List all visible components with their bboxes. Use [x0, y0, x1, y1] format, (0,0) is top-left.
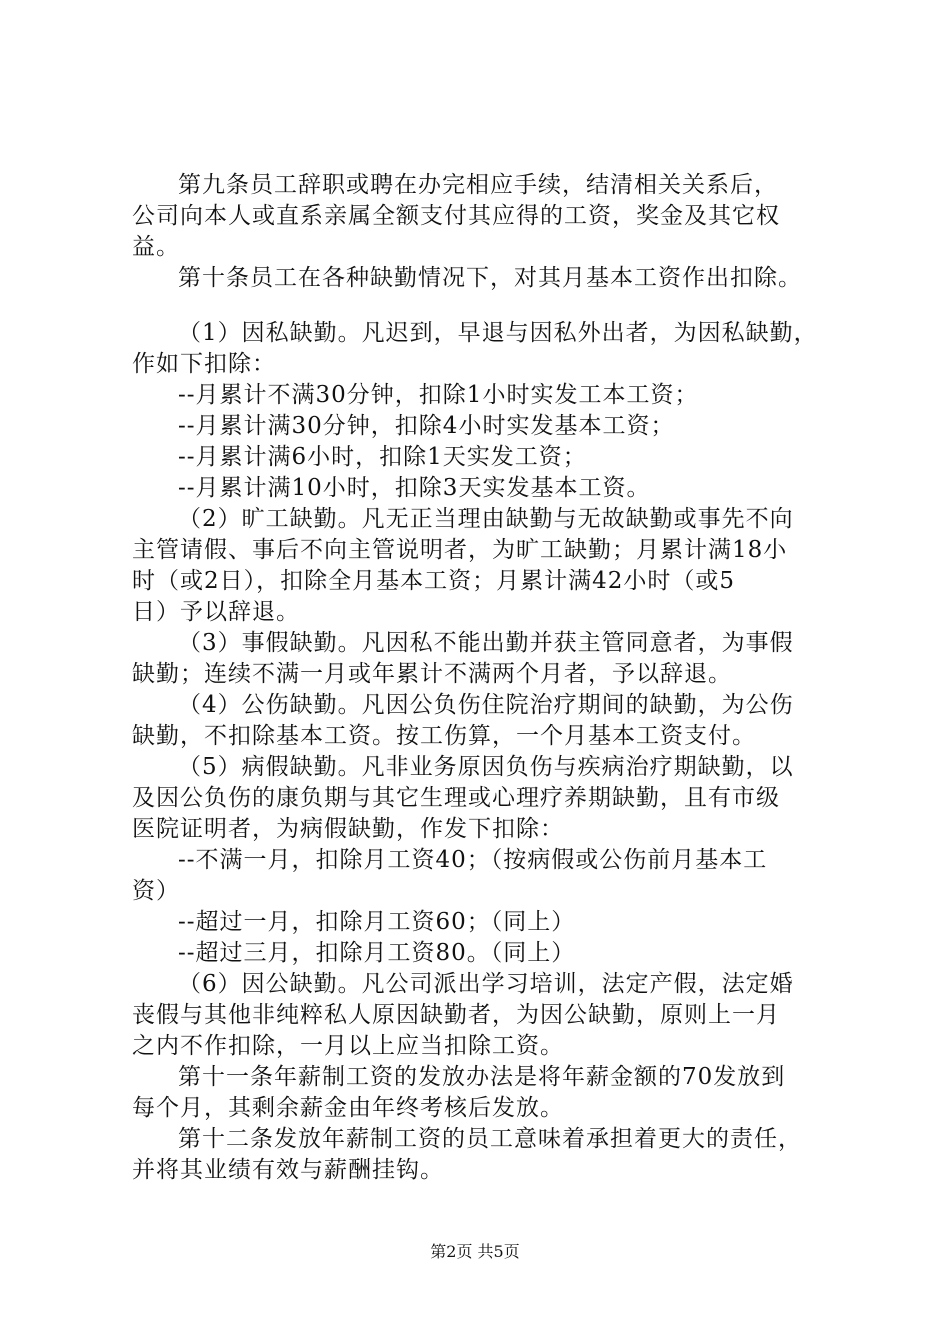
document-line: 丧假与其他非纯粹私人原因缺勤者，为因公缺勤，原则上一月: [132, 1002, 780, 1028]
document-body: [132, 170, 842, 1186]
document-line: 资）: [132, 878, 180, 904]
document-line: --月累计满10小时，扣除3天实发基本工资。: [178, 475, 651, 501]
document-line: （3）事假缺勤。凡因私不能出勤并获主管同意者，为事假: [178, 630, 794, 656]
document-line: 第十二条发放年薪制工资的员工意味着承担着更大的责任，: [178, 1126, 802, 1152]
document-line: 第十一条年薪制工资的发放办法是将年薪金额的70发放到: [178, 1064, 786, 1090]
document-line: 公司向本人或直系亲属全额支付其应得的工资，奖金及其它权: [132, 203, 780, 229]
document-line: --月累计满30分钟，扣除4小时实发基本工资；: [178, 413, 675, 439]
document-line: 第十条员工在各种缺勤情况下，对其月基本工资作出扣除。: [178, 265, 802, 291]
document-line: --月累计满6小时，扣除1天实发工资；: [178, 444, 587, 470]
document-line: 之内不作扣除，一月以上应当扣除工资。: [132, 1033, 564, 1059]
document-line: 第九条员工辞职或聘在办完相应手续，结清相关关系后，: [178, 172, 778, 198]
document-line: 益。: [132, 234, 180, 260]
document-line: 医院证明者，为病假缺勤，作发下扣除：: [132, 816, 564, 842]
document-line: （5）病假缺勤。凡非业务原因负伤与疾病治疗期缺勤，以: [178, 754, 794, 780]
page-footer: 第2页 共5页: [430, 1242, 520, 1261]
document-line: --月累计不满30分钟，扣除1小时实发工本工资；: [178, 382, 699, 408]
document-line: （4）公伤缺勤。凡因公负伤住院治疗期间的缺勤，为公伤: [178, 692, 794, 718]
document-line: 时（或2日），扣除全月基本工资；月累计满42小时（或5: [132, 568, 736, 594]
document-line: （6）因公缺勤。凡公司派出学习培训，法定产假，法定婚: [178, 971, 794, 997]
document-line: 日）予以辞退。: [132, 599, 300, 625]
document-line: --超过三月，扣除月工资80。（同上）: [178, 940, 576, 966]
blank-line: [132, 294, 842, 318]
document-line: --超过一月，扣除月工资60；（同上）: [178, 909, 576, 935]
document-line: --不满一月，扣除月工资40；（按病假或公伤前月基本工: [178, 847, 768, 873]
document-line: （1）因私缺勤。凡迟到，早退与因私外出者，为因私缺勤，: [178, 320, 818, 346]
document-line: 缺勤；连续不满一月或年累计不满两个月者，予以辞退。: [132, 661, 732, 687]
document-line: 主管请假、事后不向主管说明者，为旷工缺勤；月累计满18小: [132, 537, 788, 563]
document-line: 及因公负伤的康负期与其它生理或心理疗养期缺勤，且有市级: [132, 785, 780, 811]
document-line: （2）旷工缺勤。凡无正当理由缺勤与无故缺勤或事先不向: [178, 506, 794, 532]
document-line: 每个月，其剩余薪金由年终考核后发放。: [132, 1095, 564, 1121]
document-line: 并将其业绩有效与薪酬挂钩。: [132, 1157, 444, 1183]
document-line: 缺勤，不扣除基本工资。按工伤算，一个月基本工资支付。: [132, 723, 756, 749]
document-line: 作如下扣除：: [132, 351, 276, 377]
